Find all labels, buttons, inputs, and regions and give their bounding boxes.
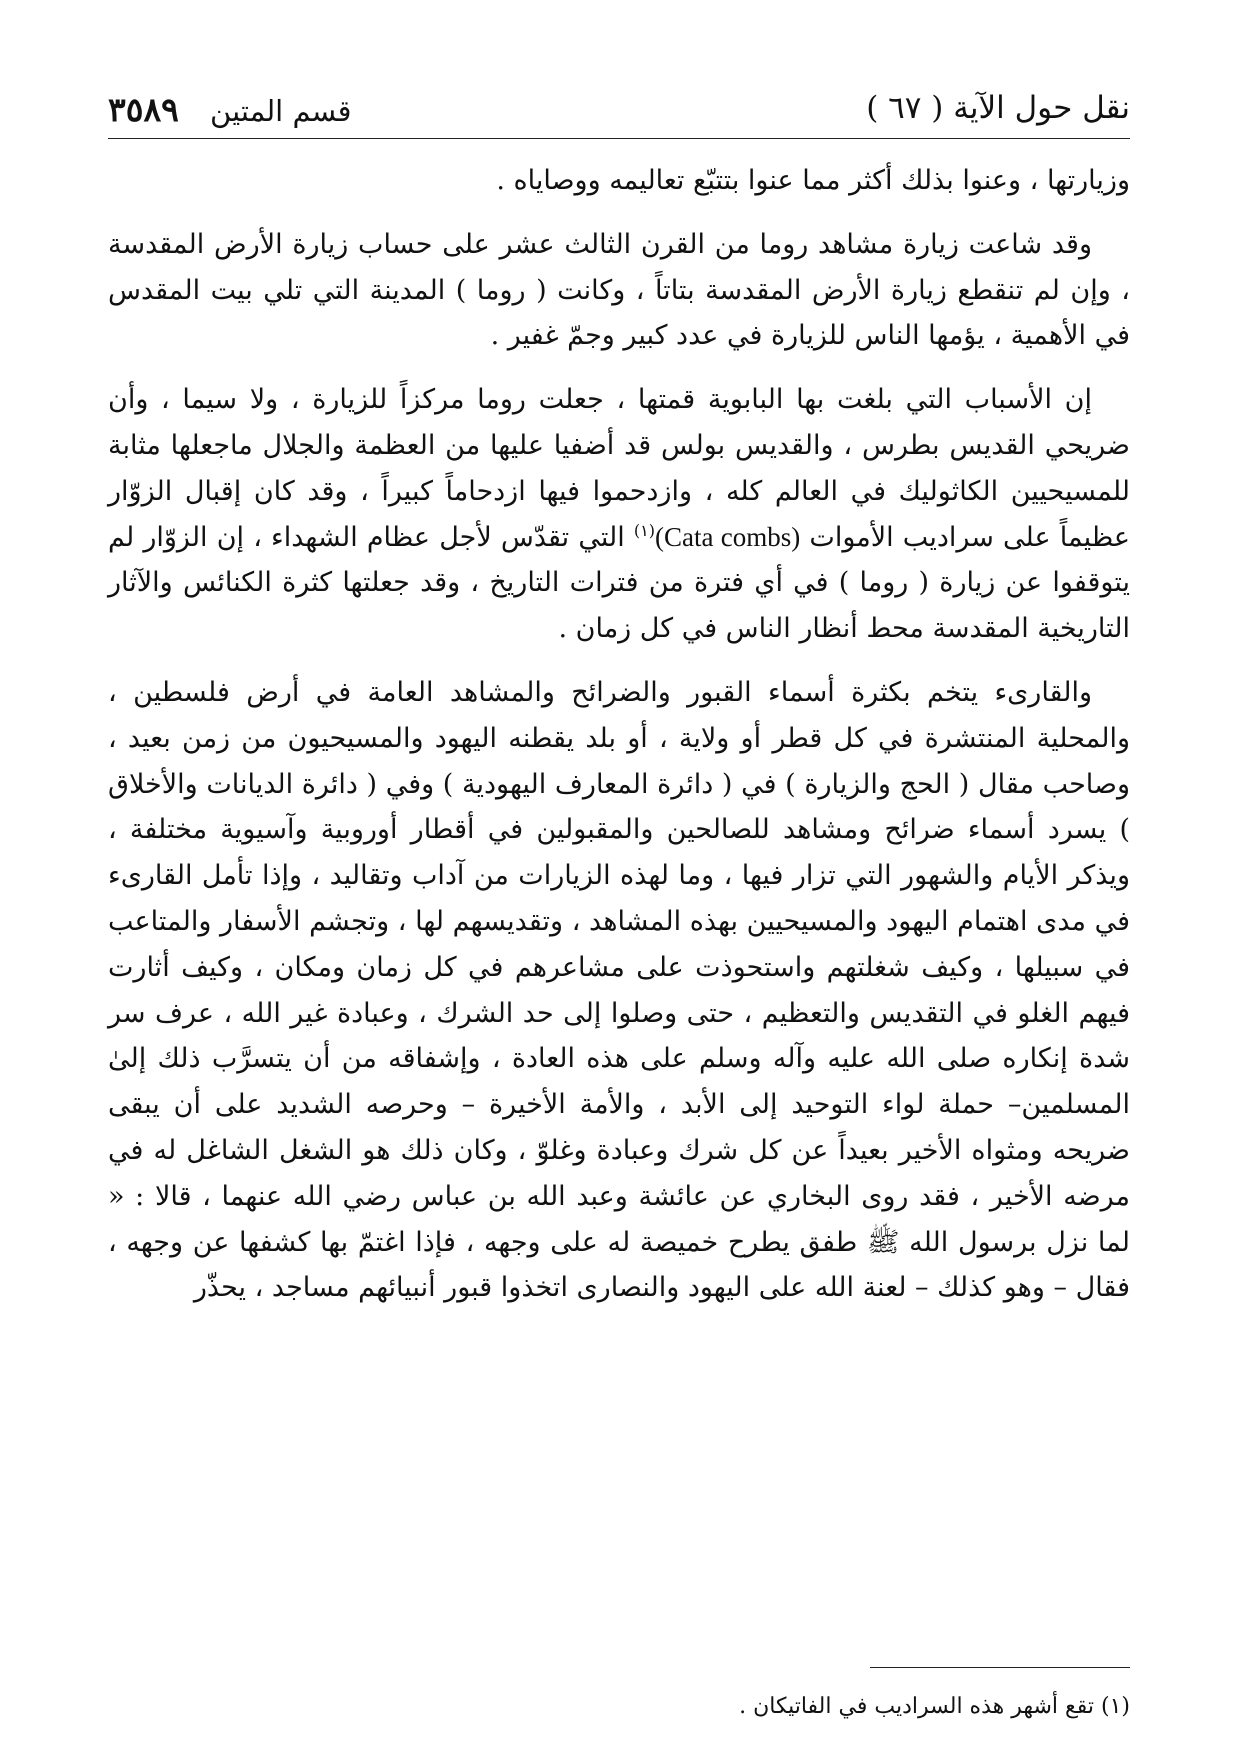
paragraph-4: والقارىء يتخم بكثرة أسماء القبور والضرائح والمشاهد العامة في أرض فلسطين ، والمحلية المنتشرة في كل قطر أو ولاية ، أو بلد يقطنه اليهود والمسيحيون من زمن بعيد ، وصاحب مقال ( الحج والزيارة ) في ( دائرة المعارف اليهودية ) وفي ( دائرة الديانات والأخلاق ) يسرد أسماء ضرائح ومشاهد للصالحين والمقبولين في أقطار أوروبية وآسيوية مختلفة ، ويذكر الأيام والشهور التي تزار فيها ، وما لهذه الزيارات من آداب وتقاليد ، وإذا تأمل القارىء في مدى اهتمام اليهود والمسيحيين بهذه المشاهد ، وتقديسهم لها ، وتجشم الأسفار والمتاعب في سبيلها ، وكيف شغلتهم واستحوذت على مشاعرهم في كل زمان ومكان ، وكيف أثارت فيهم الغلو في التقديس والتعظيم ، حتى وصلوا إلى حد الشرك ، وعبادة غير الله ، عرف سر شدة إنكاره صلى الله عليه وآله وسلم على هذه العادة ، وإشفاقه من أن يتسرَّب ذلك إلىٰ المسلمين– حملة لواء التوحيد إلى الأبد ، والأمة الأخيرة – وحرصه الشديد على أن يبقى ضريحه ومثواه الأخير بعيداً عن كل شرك وعبادة وغلوّ ، وكان ذلك هو الشغل الشاغل له في مرضه الأخير ، فقد روى البخاري عن عائشة وعبد الله بن عباس رضي الله عنهما ، قالا : « لما نزل برسول الله ﷺ طفق يطرح خميصة له على وجهه ، فإذا اغتمّ بها كشفها عن وجهه ، فقال – وهو كذلك – لعنة الله على اليهود والنصارى اتخذوا قبور أنبيائهم مساجد ، يحذّر xyxy=(108,676,1130,1304)
page-number: ٣٥٨٩ xyxy=(108,90,179,129)
paragraph-3-text-after: التي تقدّس لأجل عظام الشهداء ، إن الزوّار لم يتوقفوا عن زيارة ( روما ) في أي فترة من فترات التاريخ ، وقد جعلتها كثرة الكنائس والآثار التاريخية المقدسة محط أنظار الناس في كل زمان . xyxy=(108,521,1130,645)
header-rule xyxy=(108,138,1130,139)
header-page-info xyxy=(108,90,352,129)
footnote-reference[interactable]: (١) xyxy=(633,520,655,540)
page-header xyxy=(108,86,1130,132)
body-text xyxy=(108,158,1130,1311)
paragraph-3-text-before: إن الأسباب التي بلغت بها البابوية قمتها ، جعلت روما مركزاً للزيارة ، ولا سيما ، وأن ضريحي القديس بطرس ، والقديس بولس قد أضفيا عليها من العظمة والجلال ماجعلها مثابة للمسيحيين الكاثوليك في العالم كله ، وازدحموا فيها ازدحاماً كبيراً ، وقد كان إقبال الزوّار عظيماً على سراديب الأموات xyxy=(108,384,1130,553)
running-title: نقل حول الآية ( ٦٧ ) xyxy=(866,90,1130,126)
latin-term: (Cata combs) xyxy=(654,521,801,552)
paragraph-1: وزيارتها ، وعنوا بذلك أكثر مما عنوا بتتبّع تعاليمه ووصاياه . xyxy=(496,165,1130,196)
footnote-rule xyxy=(870,1667,1130,1668)
paragraph-2: وقد شاعت زيارة مشاهد روما من القرن الثالث عشر على حساب زيارة الأرض المقدسة ، وإن لم تنقطع زيارة الأرض المقدسة بتاتاً ، وكانت ( روما ) المدينة التي تلي بيت المقدس في الأهمية ، يؤمها الناس للزيارة في عدد كبير وجمّ غفير . xyxy=(108,228,1130,352)
section-name: قسم المتين xyxy=(210,94,352,128)
paragraph-3 xyxy=(108,377,1130,652)
footnote: (١) تقع أشهر هذه السراديب في الفاتيكان . xyxy=(739,1694,1130,1719)
